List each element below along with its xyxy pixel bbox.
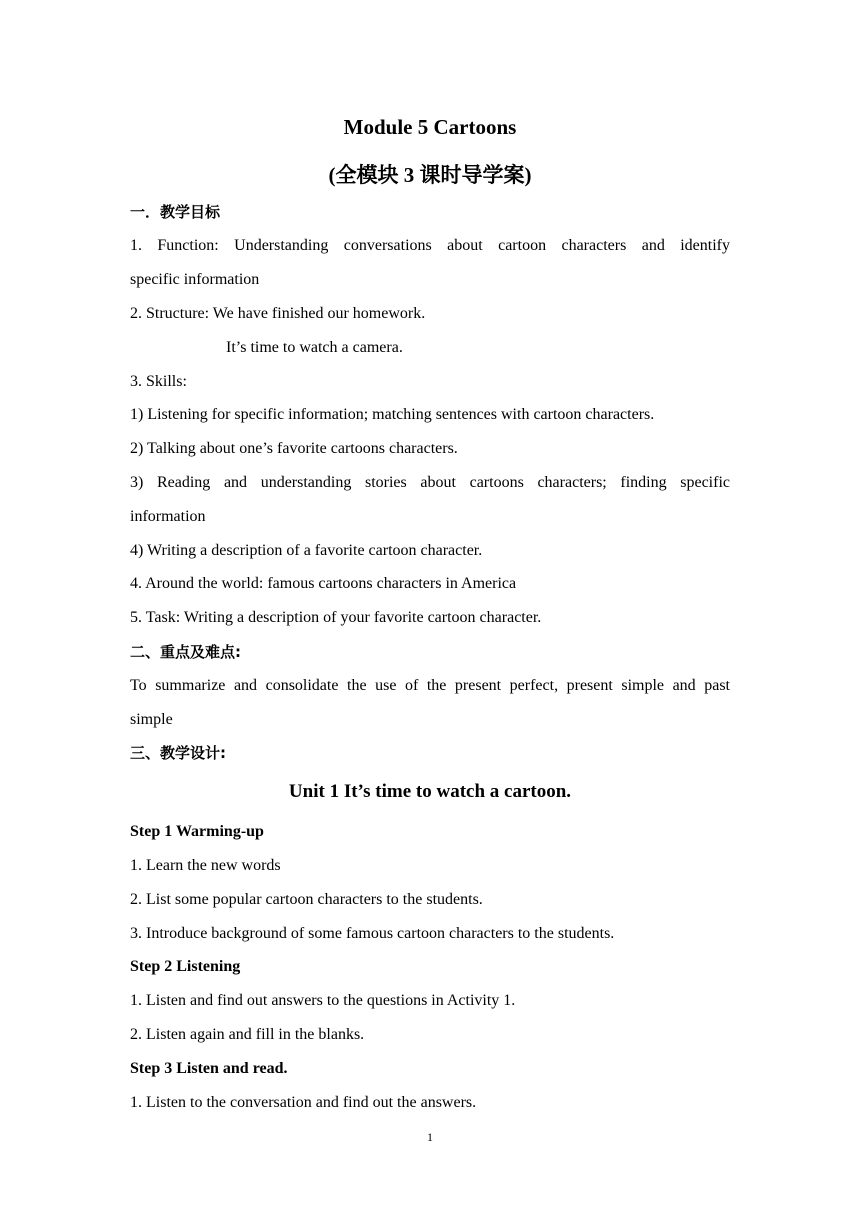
skill-3-line-1: 3) Reading and understanding stories about cartoons characters; finding specific <box>130 474 730 491</box>
step-2-item-1: 1. Listen and find out answers to the questions in Activity 1. <box>130 992 516 1009</box>
keypoints-heading: 二、重点及难点: <box>130 643 241 661</box>
objectives-heading: 一．教学目标 <box>130 203 221 221</box>
skill-1: 1) Listening for specific information; matching sentences with cartoon characters. <box>130 406 655 423</box>
objective-2-line-2: It’s time to watch a camera. <box>226 339 403 356</box>
document-subtitle: (全模块 3 课时导学案) <box>328 163 532 187</box>
step-1-item-2: 2. List some popular cartoon characters to the students. <box>130 891 483 908</box>
page-number: 1 <box>427 1130 433 1144</box>
objective-1-line-1: 1. Function: Understanding conversations about cartoon characters and identify <box>130 237 730 254</box>
step-3-item-1: 1. Listen to the conversation and find out the answers. <box>130 1094 477 1111</box>
step-1-heading: Step 1 Warming-up <box>130 823 264 840</box>
keypoints-line-1: To summarize and consolidate the use of the present perfect, present simple and past <box>130 677 730 694</box>
objective-4: 4. Around the world: famous cartoons characters in America <box>130 575 517 592</box>
unit-1-title: Unit 1 It’s time to watch a cartoon. <box>288 781 572 802</box>
objective-2-line-1: 2. Structure: We have finished our homework. <box>130 305 426 322</box>
step-1-item-3: 3. Introduce background of some famous cartoon characters to the students. <box>130 925 615 942</box>
skill-3-line-2: information <box>130 508 206 525</box>
step-1-item-1: 1. Learn the new words <box>130 857 281 874</box>
step-2-heading: Step 2 Listening <box>130 958 241 975</box>
step-2-item-2: 2. Listen again and fill in the blanks. <box>130 1026 365 1043</box>
objective-5: 5. Task: Writing a description of your favorite cartoon character. <box>130 609 542 626</box>
document-title: Module 5 Cartoons <box>343 115 517 139</box>
objective-1-line-2: specific information <box>130 271 260 288</box>
design-heading: 三、教学设计: <box>130 744 226 762</box>
objective-3: 3. Skills: <box>130 373 187 390</box>
keypoints-line-2: simple <box>130 711 173 728</box>
skill-4: 4) Writing a description of a favorite cartoon character. <box>130 542 483 559</box>
skill-2: 2) Talking about one’s favorite cartoons characters. <box>130 440 458 457</box>
step-3-heading: Step 3 Listen and read. <box>130 1060 288 1077</box>
